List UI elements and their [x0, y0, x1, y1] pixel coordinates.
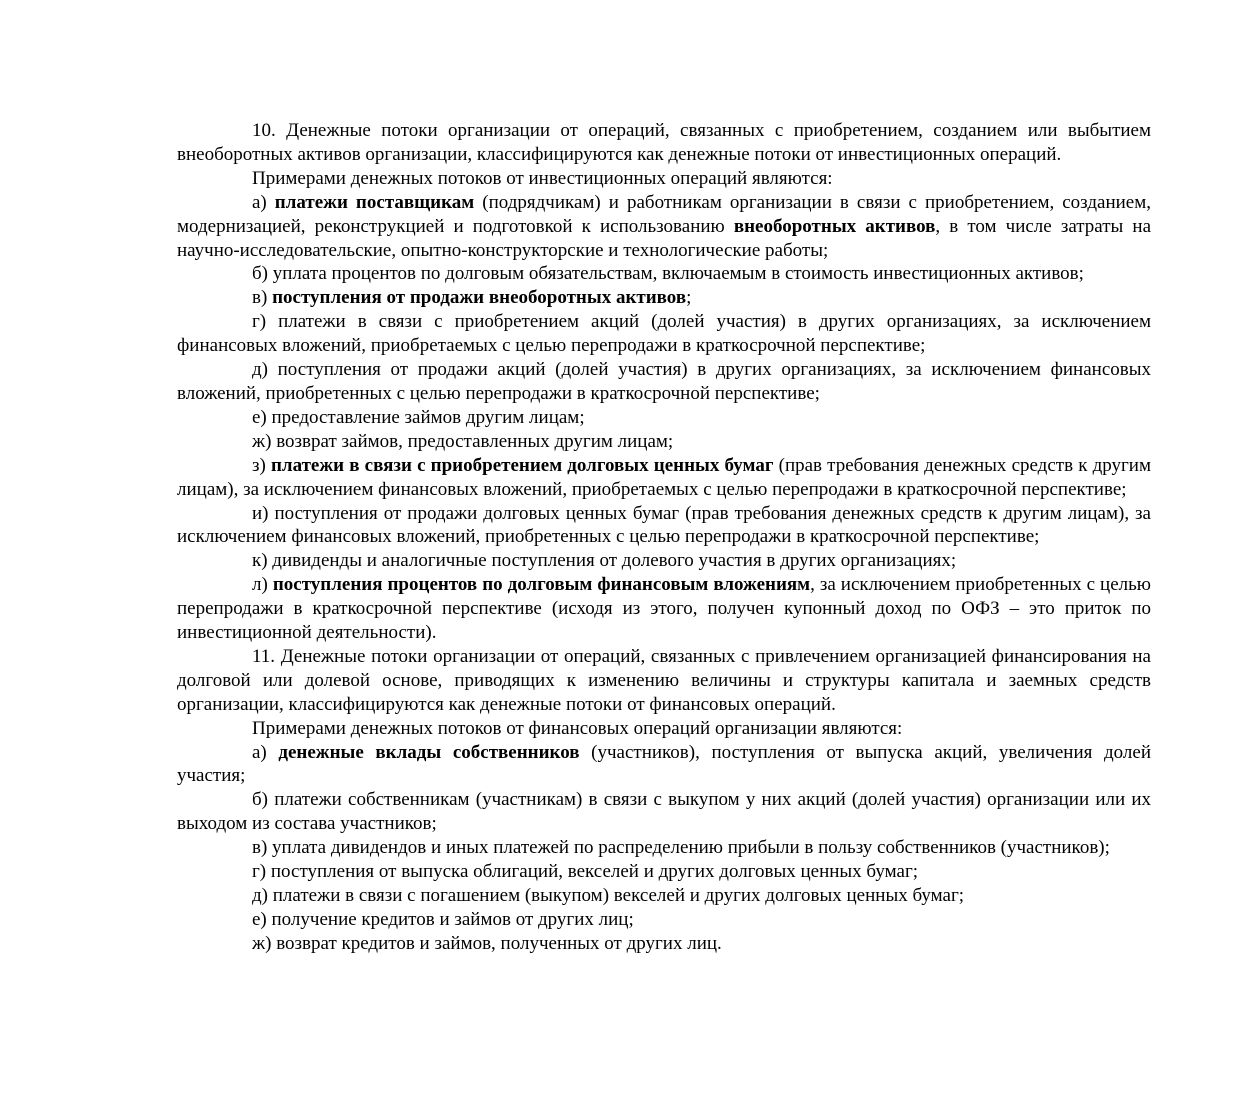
text-run: ; [686, 287, 692, 309]
text-run: в) [252, 287, 273, 309]
text-run: г) поступления от выпуска облигаций, векселей и других долговых ценных бумаг; [252, 861, 919, 883]
text-run: , в том числе затраты на научно-исследовательские, опытно-конструкторские и технологические работы; [177, 215, 1152, 261]
text-run: б) уплата процентов по долговым обязательствам, включаемым в стоимость инвестиционных активов; [252, 263, 1084, 285]
text-run: к) дивиденды и аналогичные поступления от долевого участия в других организациях; [252, 550, 957, 572]
paragraph-item-z-investing [177, 454, 1151, 502]
paragraph-item-d-financing [177, 884, 1151, 908]
text-run: е) предоставление займов другим лицам; [252, 406, 585, 428]
text-run: (участников), поступления от выпуска акций, увеличения долей участия; [177, 741, 1151, 787]
text-run: и) поступления от продажи долговых ценных бумаг (прав требования денежных средств к другим лицам), за исключением финансовых вложений, приобретенных с целью перепродажи в краткосрочной перспективе; [177, 502, 1151, 548]
text-run: Примерами денежных потоков от инвестиционных операций являются: [252, 167, 833, 189]
text-run: ж) возврат кредитов и займов, полученных от других лиц. [252, 932, 722, 954]
text-run: (подрядчикам) и работникам организации в связи с приобретением, созданием, модернизацией, реконструкцией и подготовкой к использованию [177, 191, 1151, 237]
text-run: е) получение кредитов и займов от других лиц; [252, 908, 634, 930]
paragraph-item-v-financing [177, 836, 1151, 860]
paragraph-item-a-financing [177, 741, 1151, 789]
paragraph-item-e-financing [177, 908, 1151, 932]
paragraph-item-k-investing [177, 549, 1151, 573]
paragraph-item-zh-financing [177, 932, 1151, 956]
paragraph-11-intro [177, 645, 1151, 717]
text-run: а) [252, 741, 279, 763]
text-run: а) [252, 191, 275, 213]
text-run: ж) возврат займов, предоставленных другим лицам; [252, 430, 674, 452]
paragraph-10-intro [177, 119, 1151, 167]
paragraph-financing-examples-heading [177, 717, 1151, 741]
paragraph-item-l-investing [177, 573, 1151, 645]
bold-text-run: поступления от продажи внеоборотных активов [272, 287, 687, 309]
bold-text-run: денежные вклады собственников [278, 741, 580, 763]
paragraph-item-b-investing [177, 262, 1151, 286]
text-run: 11. Денежные потоки организации от операций, связанных с привлечением организацией финансирования на долговой или долевой основе, приводящих к изменению величины и структуры капитала и заемных средств организации, классифицируются как денежные потоки от финансовых операций. [177, 645, 1151, 715]
paragraph-item-v-investing [177, 286, 1151, 310]
text-run: г) платежи в связи с приобретением акций (долей участия) в других организациях, за исключением финансовых вложений, приобретаемых с целью перепродажи в краткосрочной перспективе; [177, 311, 1151, 357]
bold-text-run: платежи в связи с приобретением долговых ценных бумаг [270, 454, 774, 476]
paragraph-item-g-investing [177, 310, 1151, 358]
paragraph-item-i-investing [177, 502, 1151, 550]
paragraph-item-b-financing [177, 788, 1151, 836]
paragraph-item-g-financing [177, 860, 1151, 884]
text-run: д) поступления от продажи акций (долей участия) в других организациях, за исключением финансовых вложений, приобретенных с целью перепродажи в краткосрочной перспективе; [177, 359, 1151, 404]
paragraph-item-d-investing [177, 358, 1151, 406]
text-run: в) уплата дивидендов и иных платежей по распределению прибыли в пользу собственников (участников); [252, 837, 1110, 859]
text-run: (прав требования денежных средств к другим лицам), за исключением финансовых вложений, приобретаемых с целью перепродажи в краткосрочной перспективе; [177, 454, 1151, 500]
text-run: Примерами денежных потоков от финансовых операций организации являются: [252, 717, 903, 739]
bold-text-run: платежи поставщикам [274, 191, 475, 213]
paragraph-item-a-investing [177, 191, 1151, 263]
text-run: , за исключением приобретенных с целью перепродажи в краткосрочной перспективе (исходя из этого, получен купонный доход по ОФЗ – это приток по инвестиционной деятельности). [177, 574, 1151, 644]
text-run: л) [252, 574, 273, 596]
text-run: б) платежи собственникам (участникам) в связи с выкупом у них акций (долей участия) организации или их выходом из состава участников; [177, 789, 1151, 835]
paragraph-investing-examples-heading [177, 167, 1151, 191]
document-body [177, 119, 1151, 956]
text-run: 10. Денежные потоки организации от операций, связанных с приобретением, созданием или выбытием внеоборотных активов организации, классифицируются как денежные потоки от инвестиционных операций. [177, 120, 1151, 165]
text-run: д) платежи в связи с погашением (выкупом) векселей и других долговых ценных бумаг; [252, 885, 965, 906]
bold-text-run: поступления процентов по долговым финансовым вложениям [272, 574, 811, 596]
text-run: з) [252, 454, 271, 476]
paragraph-item-e-investing [177, 406, 1151, 430]
bold-text-run: внеоборотных активов [733, 215, 936, 237]
paragraph-item-zh-investing [177, 430, 1151, 454]
